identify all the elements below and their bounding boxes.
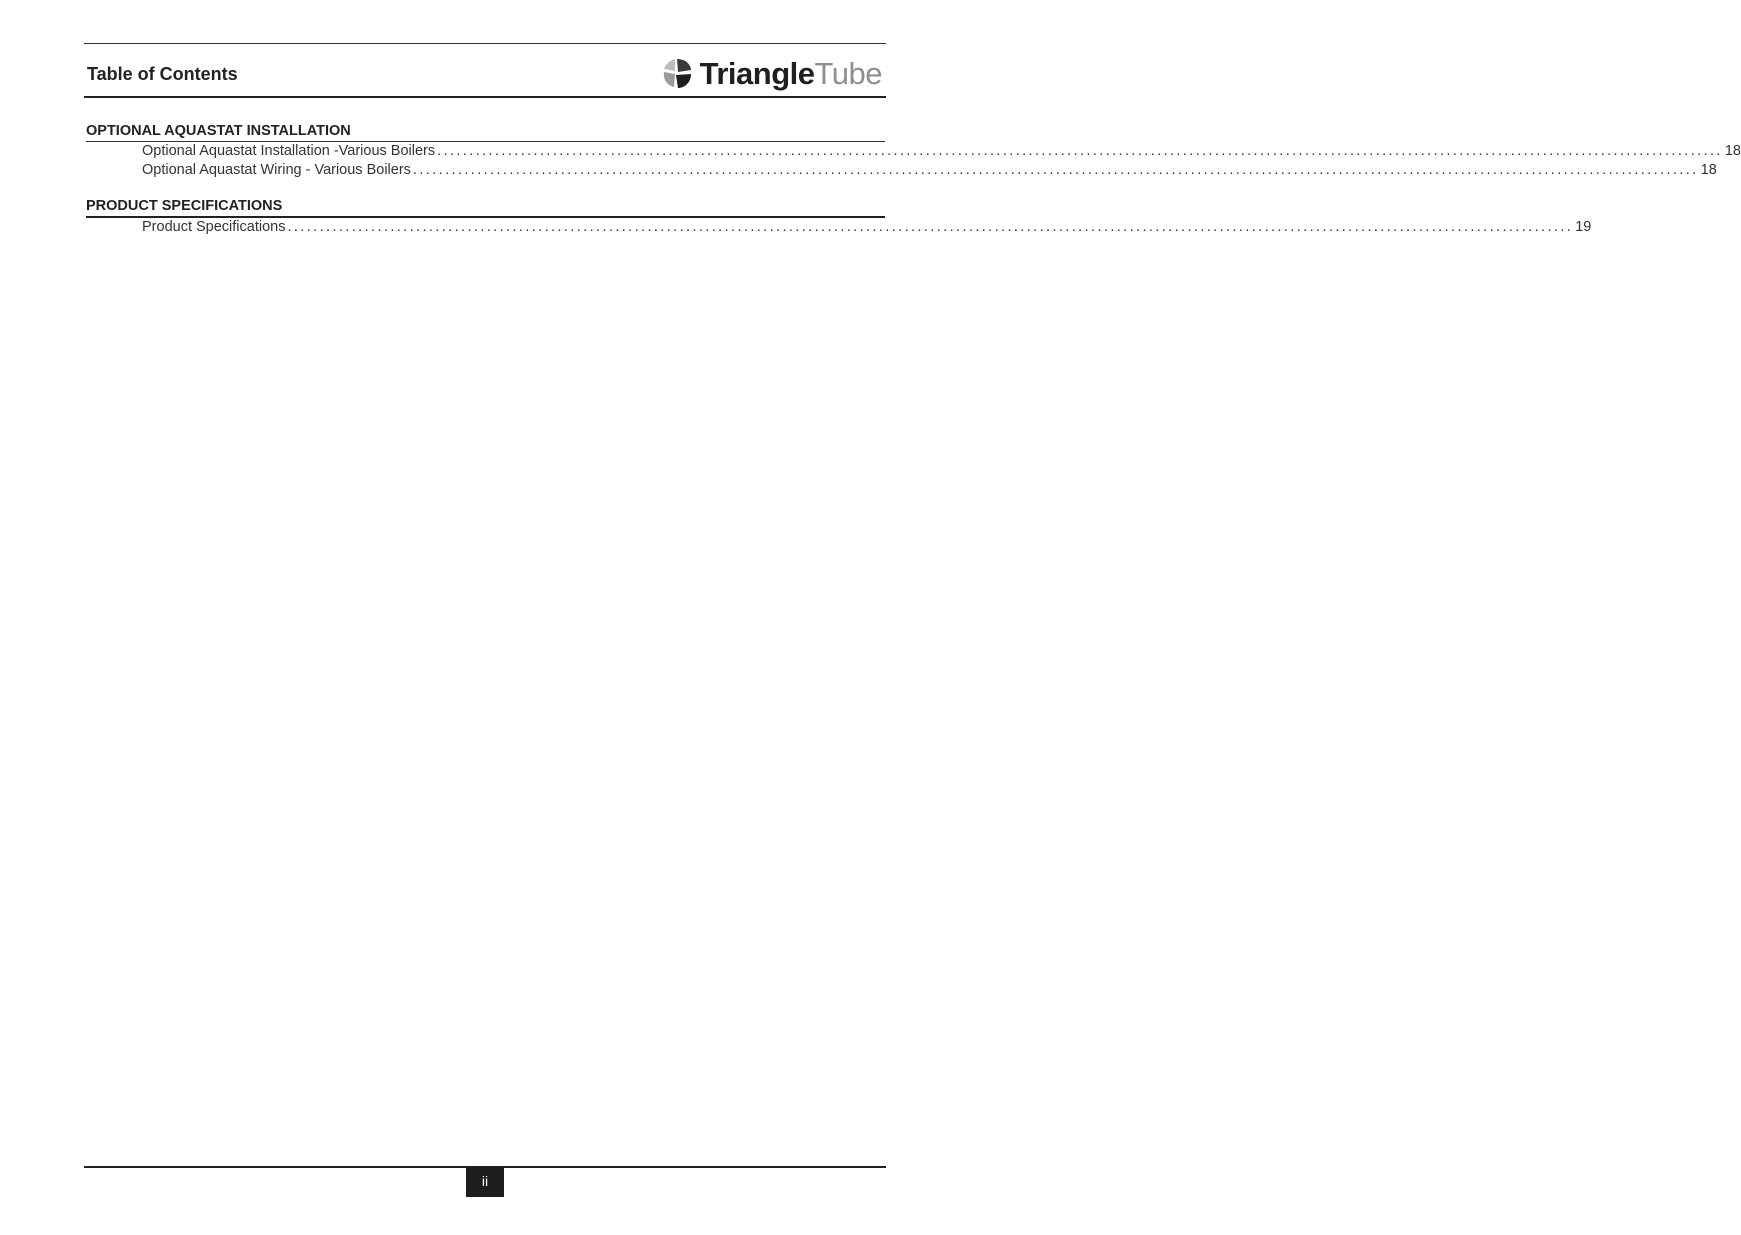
brand-logo: [660, 53, 882, 93]
toc-entry-page: 18: [1724, 143, 1741, 159]
section-heading: OPTIONAL AQUASTAT INSTALLATION: [86, 123, 885, 142]
page-title: Table of Contents: [87, 64, 238, 84]
table-of-contents: [86, 123, 1741, 255]
logo-word-tube: Tube: [814, 55, 882, 91]
dot-leader: ........................................................................................................................................................................................................: [437, 143, 1723, 159]
logo-wordmark: [699, 55, 882, 91]
toc-entry[interactable]: [142, 142, 1741, 161]
page-number-badge: ii: [466, 1166, 504, 1197]
toc-entry-title: Optional Aquastat Wiring - Various Boilers: [142, 162, 411, 178]
toc-section-specifications: [86, 198, 1592, 237]
page-header: [84, 44, 886, 98]
section-heading: PRODUCT SPECIFICATIONS: [86, 198, 885, 218]
logo-word-triangle: Triangle: [699, 55, 815, 91]
toc-entry-title: Product Specifications: [142, 219, 286, 235]
dot-leader: ........................................................................................................................................................................................................: [287, 219, 1574, 235]
toc-entry[interactable]: [142, 161, 1717, 180]
toc-entry-page: 19: [1575, 219, 1592, 235]
toc-section-aquastat: [86, 123, 1741, 180]
dot-leader: ........................................................................................................................................................................................................: [412, 162, 1699, 178]
toc-entry-page: 18: [1700, 162, 1717, 178]
toc-entry[interactable]: [142, 218, 1592, 237]
triangle-tube-logo-icon: [660, 56, 694, 90]
toc-entry-title: Optional Aquastat Installation -Various Boilers: [142, 143, 436, 159]
